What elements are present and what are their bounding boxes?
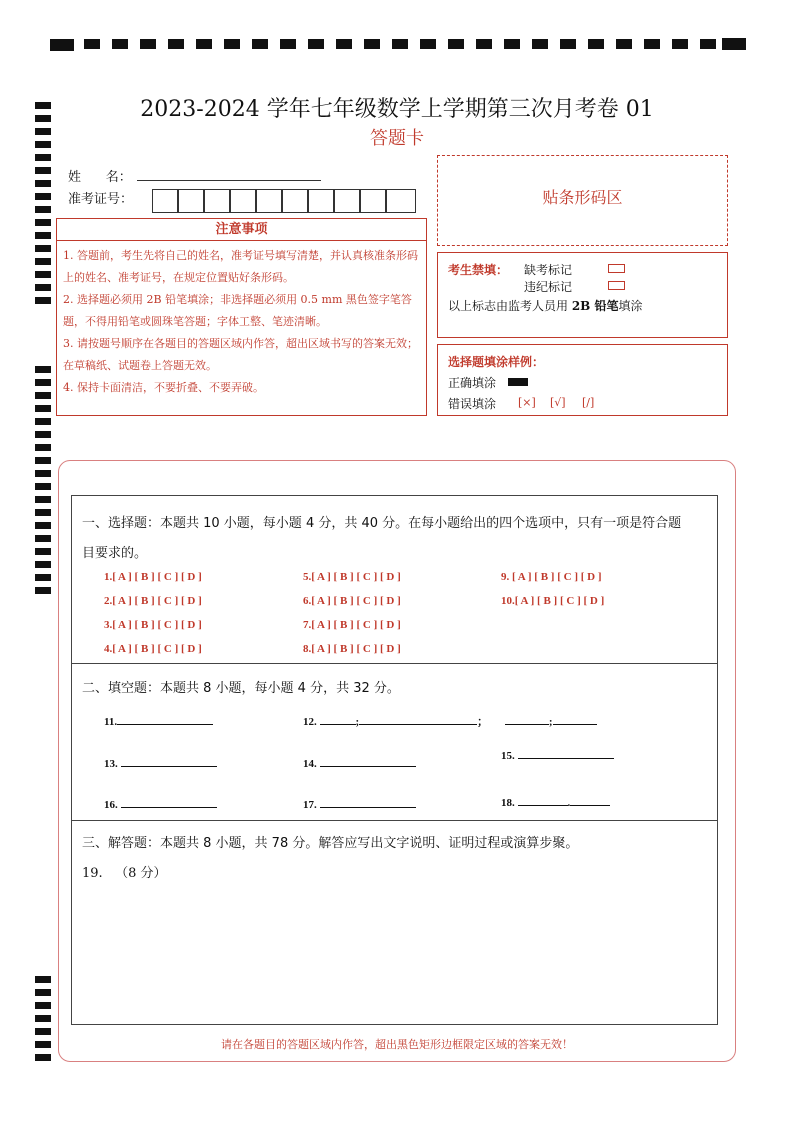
section-1-instructions-line-1: 一、选择题：本题共 10 小题，每小题 4 分，共 40 分。在每小题给出的四个选项中，只有一项是符合题 [82,516,682,531]
choice-question-3[interactable]: 3.[ A ] [ B ] [ C ] [ D ] [104,619,202,631]
correct-fill-mark [508,378,528,386]
fill-question-12[interactable]: 12. ; ； ; [303,713,597,729]
absent-mark-label: 缺考标记 [524,263,573,277]
forbid-note: 以上标志由监考人员用 2B 铅笔填涂 [448,299,643,313]
choice-question-6[interactable]: 6.[ A ] [ B ] [ C ] [ D ] [303,595,401,607]
fill-sample-panel [437,344,728,416]
page-subtitle: 答题卡 [370,128,424,149]
question-19-answer-area[interactable] [72,885,717,1023]
correct-fill-label: 正确填涂 [448,376,497,390]
wrong-mark-slash: [/] [582,396,595,409]
section-2-instructions: 二、填空题：本题共 8 小题，每小题 4 分，共 32 分。 [82,681,400,696]
footer-warning: 请在各题目的答题区域内作答，超出黑色矩形边框限定区域的答案无效！ [221,1038,573,1051]
exam-id-boxes[interactable] [152,189,416,213]
choice-question-9[interactable]: 9. [ A ] [ B ] [ C ] [ D ] [501,571,602,583]
top-timing-marks [50,38,746,52]
choice-question-10[interactable]: 10.[ A ] [ B ] [ C ] [ D ] [501,595,605,607]
fill-question-13[interactable]: 13. [104,755,217,770]
notice-item-4: 4. 保持卡面清洁，不要折叠、不要弄破。 [63,381,264,394]
section-divider-2 [71,820,718,821]
exam-id-label: 准考证号： [68,192,134,207]
wrong-mark-x: [×] [518,396,536,409]
fill-question-16[interactable]: 16. [104,796,217,811]
question-19-label: 19. （8 分） [82,866,167,881]
fill-question-15[interactable]: 15. [501,747,614,762]
notice-item-1: 1. 答题前，考生先将自己的姓名，准考证号填写清楚，并认真核准条形码上的姓名、准考证号，在规定位置贴好条形码。 [63,249,418,284]
notice-item-3: 3. 请按题号顺序在各题目的答题区域内作答，超出区域书写的答案无效；在草稿纸、试题卷上答题无效。 [63,337,418,372]
violation-mark-label: 违纪标记 [524,280,573,294]
fill-question-18[interactable]: 18. . [501,794,610,809]
examiner-only-panel [437,252,728,338]
forbid-label: 考生禁填： [448,263,509,277]
choice-question-5[interactable]: 5.[ A ] [ B ] [ C ] [ D ] [303,571,401,583]
fill-question-11[interactable]: 11. [104,713,213,728]
name-label: 姓 名： [68,170,132,185]
section-divider-1 [71,663,718,664]
page-title: 2023-2024 学年七年级数学上学期第三次月考卷 01 [140,97,654,122]
choice-question-8[interactable]: 8.[ A ] [ B ] [ C ] [ D ] [303,643,401,655]
name-field[interactable] [137,180,321,181]
section-3-instructions: 三、解答题：本题共 8 小题，共 78 分。解答应写出文字说明、证明过程或演算步聚。 [82,836,579,851]
notice-panel [56,218,427,416]
fill-question-14[interactable]: 14. [303,755,416,770]
fill-question-17[interactable]: 17. [303,796,416,811]
wrong-mark-check: [√] [550,396,566,409]
absent-mark-box[interactable] [608,264,625,273]
violation-mark-box[interactable] [608,281,625,290]
section-1-instructions-line-2: 目要求的。 [82,546,148,561]
notice-item-2: 2. 选择题必须用 2B 铅笔填涂；非选择题必须用 0.5 mm 黑色签字笔答题，不得用铅笔或圆珠笔答题；字体工整、笔迹清晰。 [63,293,412,328]
left-timing-marks-bottom [35,976,52,1066]
barcode-area[interactable]: 贴条形码区 [437,155,728,246]
sample-heading: 选择题填涂样例： [448,355,545,369]
notice-heading: 注意事项 [57,219,426,241]
choice-question-2[interactable]: 2.[ A ] [ B ] [ C ] [ D ] [104,595,202,607]
wrong-fill-label: 错误填涂 [448,397,497,411]
choice-question-7[interactable]: 7.[ A ] [ B ] [ C ] [ D ] [303,619,401,631]
choice-question-4[interactable]: 4.[ A ] [ B ] [ C ] [ D ] [104,643,202,655]
choice-question-1[interactable]: 1.[ A ] [ B ] [ C ] [ D ] [104,571,202,583]
left-timing-marks-middle [35,366,52,598]
